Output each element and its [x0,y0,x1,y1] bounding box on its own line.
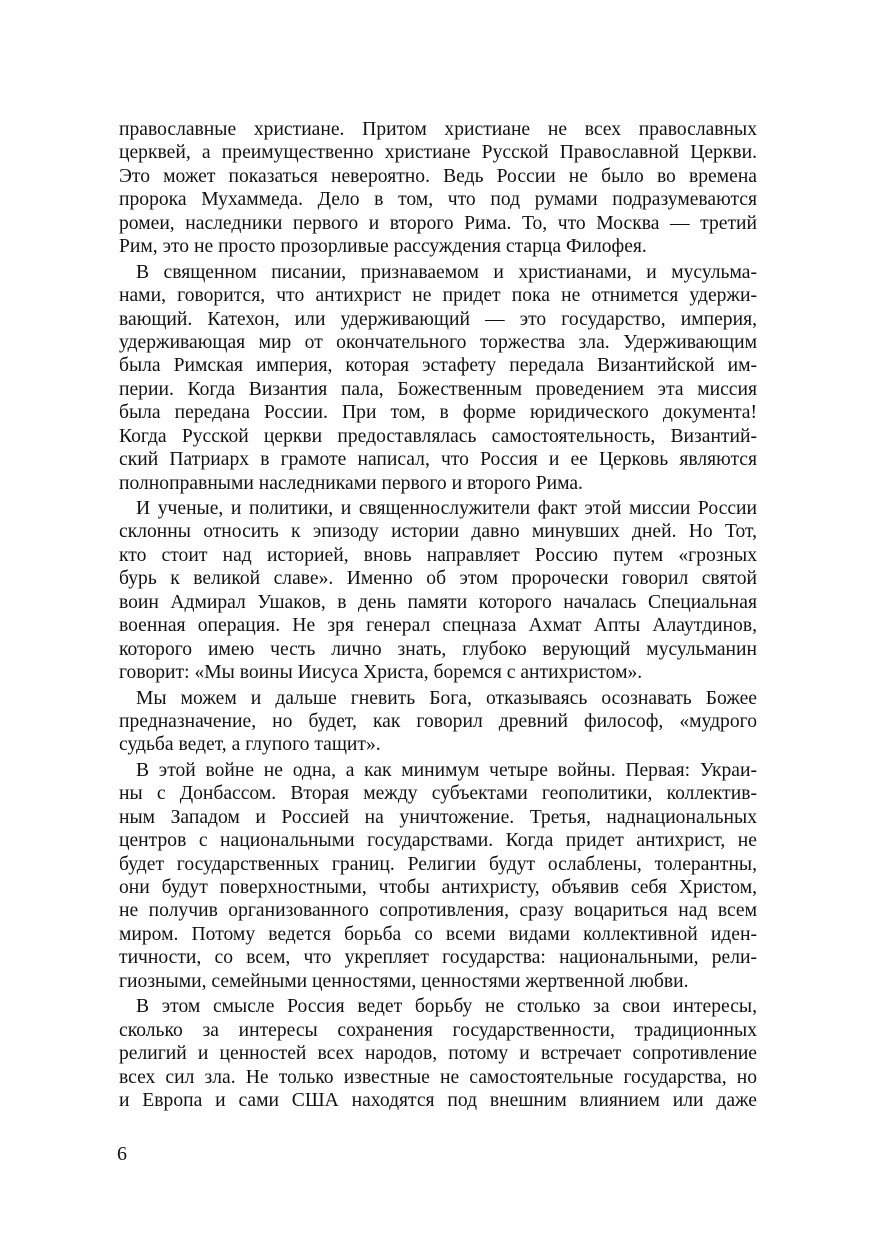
text-line: центров с национальными государствами. Когда придет антихрист, не [119,830,757,852]
text-line: была Римская империя, которая эстафету передала Византийской им- [119,355,757,377]
text-line: кто стоит над историей, вновь направляет Россию путем «грозных [119,544,757,566]
text-line: удерживающая мир от окончательного торжества зла. Удерживающим [119,331,757,353]
text-line: и Европа и сами США находятся под внешним влиянием или даже [119,1089,757,1111]
text-line: Мы можем и дальше гневить Бога, отказываясь осознавать Божее [136,687,757,709]
text-line: В этом смысле Россия ведет борьбу не столько за свои интересы, [136,996,757,1018]
text-line: склонны относить к эпизоду истории давно минувших дней. Но Тот, [119,521,757,543]
text-line: Рим, это не просто прозорливые рассуждения старца Филофея. [119,236,647,258]
text-line: воин Адмирал Ушаков, в день памяти которого началась Специальная [119,591,757,613]
text-line: будет государственных границ. Религии будут ослаблены, толерантны, [119,853,757,875]
text-line: религий и ценностей всех народов, потому и встречает сопротивление [119,1043,757,1065]
text-line: гиозными, семейными ценностями, ценностями жертвенной любви. [119,970,689,992]
text-line: В этой войне не одна, а как минимум четыре войны. Первая: Украи- [136,759,757,781]
text-line: была передана России. При том, в форме юридического документа! [119,402,757,424]
body-text [119,118,757,1114]
paragraph [119,995,757,1112]
text-line: бурь к великой славе». Именно об этом пророчески говорил святой [119,568,757,590]
text-line: судьба ведет, а глупого тащит». [119,734,381,756]
text-line: сколько за интересы сохранения государственности, традиционных [119,1019,757,1041]
text-line: И ученые, и политики, и священнослужители факт этой миссии России [136,498,757,519]
text-line: миром. Потому ведется борьба со всеми видами коллективной иден- [119,923,757,945]
text-line: вающий. Катехон, или удерживающий — это государство, империя, [119,308,757,330]
paragraph [119,687,757,757]
text-line: полноправными наследниками первого и второго Рима. [119,472,583,494]
text-line: Это может показаться невероятно. Ведь России не было во времена [119,165,757,187]
text-line: тичности, со всем, что укрепляет государства: национальными, рели- [119,947,757,969]
text-line: не получив организованного сопротивления, сразу воцариться над всем [119,900,757,922]
text-line: ромеи, наследники первого и второго Рима. То, что Москва — третий [119,212,757,234]
text-line: предназначение, но будет, как говорил древний философ, «мудрого [119,710,757,732]
paragraph [119,261,757,495]
text-line: которого имею честь лично знать, глубоко верующий мусульманин [119,638,757,660]
text-line: В священном писании, признаваемом и христианами, и мусульма- [136,261,757,283]
paragraph [119,118,757,259]
text-line: перии. Когда Византия пала, Божественным проведением эта миссия [119,378,757,400]
paragraph [119,759,757,993]
text-line: говорит: «Мы воины Иисуса Христа, боремся с антихристом». [119,662,643,684]
page-number: 6 [117,1143,127,1165]
text-line: ский Патриарх в грамоте написал, что Россия и ее Церковь являются [119,449,757,471]
text-line: всех сил зла. Не только известные не самостоятельные государства, но [119,1066,757,1088]
text-line: ным Западом и Россией на уничтожение. Третья, наднациональных [119,806,757,828]
text-line: пророка Мухаммеда. Дело в том, что под румами подразумеваются [119,189,757,211]
text-line: православные христиане. Притом христиане не всех православных [119,119,757,140]
text-line: они будут поверхностными, чтобы антихристу, объявив себя Христом, [119,877,757,898]
text-line: ны с Донбассом. Вторая между субъектами геополитики, коллектив- [119,783,757,805]
text-line: военная операция. Не зря генерал спецназа Ахмат Апты Алаутдинов, [119,615,757,637]
text-line: церквей, а преимущественно христиане Русской Православной Церкви. [119,142,757,164]
text-line: нами, говорится, что антихрист не придет пока не отнимется удержи- [119,285,757,307]
text-line: Когда Русской церкви предоставлялась самостоятельность, Византий- [119,425,757,447]
paragraph [119,497,757,685]
